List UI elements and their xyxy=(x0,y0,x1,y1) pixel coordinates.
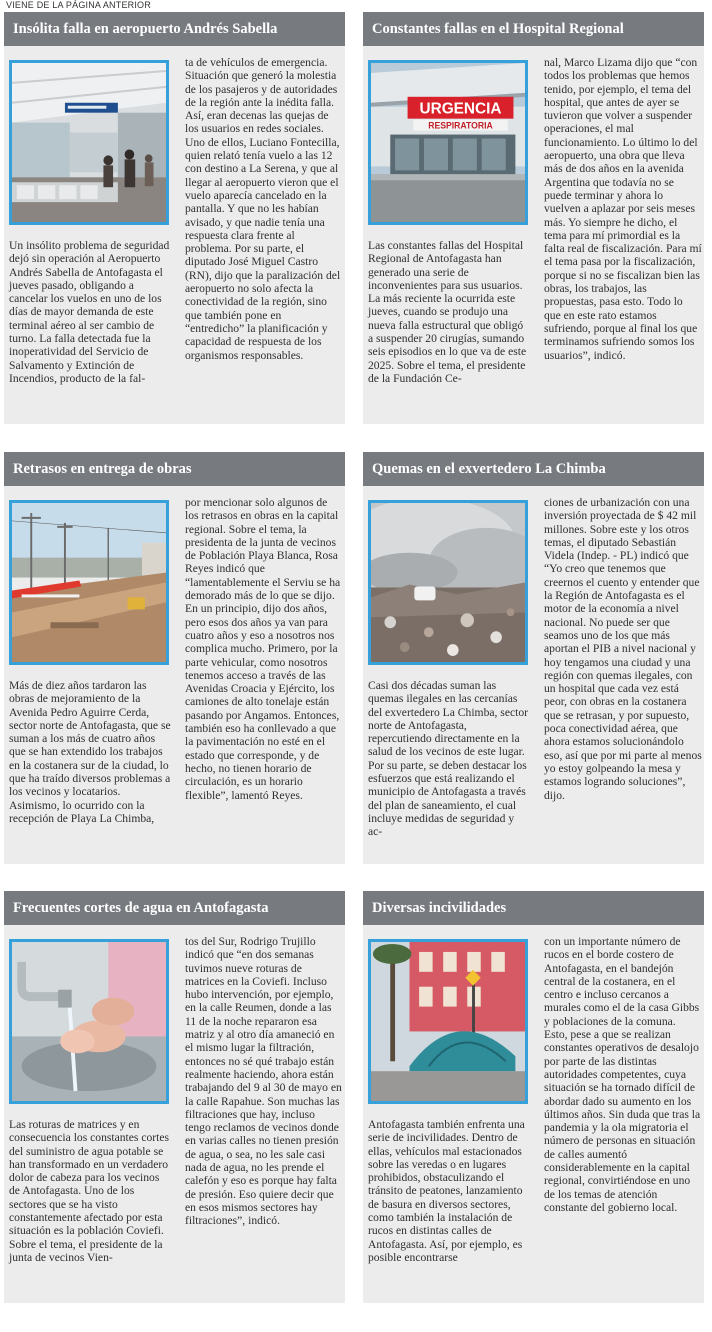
article-body: ta de vehículos de emergencia. Situación que generó la molestia de los pasajeros y de autoridades de la región ante la inédita falla. Así, eran decenas las quejas de los usuarios en redes sociales. Uno de ellos, Luciano Fontecilla, quien relató tenía vuelo a las 12 con destino a La Serena, y que al llegar al aeropuerto vieron que el vuelo aparecía cancelado en la pantalla. Y que no les habían avisado, y que nadie tenía una respuesta clara frente al problema. Por su parte, el diputado José Miguel Castro (RN), dijo que la paralización del aeropuerto no solo afecta la conectividad de la región, sino que también pone en “entredicho” la planificación y capacidad de respuesta de los organismos responsables. xyxy=(185,56,341,362)
article-lead: Las roturas de matrices y en consecuencia los constantes cortes del suministro de agua potable se han transformado en un verdadero dolor de cabeza para los vecinos de Antofagasta. Uno de los sectores que se ha visto constantemente afectado por esta situación es la población Coviefi. Sobre el tema, el presidente de la junta de vecinos Vien- xyxy=(9,1118,169,1264)
street-tents-photo xyxy=(368,939,528,1104)
article-title: Diversas incivilidades xyxy=(363,891,704,925)
article-title: Quemas en el exvertedero La Chimba xyxy=(363,452,704,486)
water-faucet-photo xyxy=(9,939,169,1104)
article-hospital xyxy=(363,12,704,424)
previous-page-label: VIENE DE LA PÁGINA ANTERIOR xyxy=(6,0,151,10)
article-lead: Un insólito problema de seguridad dejó sin operación al Aeropuerto Andrés Sabella de Antofagasta el jueves pasado, obligando a cancelar los vuelos en uno de los días de mayor demanda de este terminal aéreo al ser cambio de turno. La falla detectada fue la inoperatividad del Servicio de Salvamento y Extinción de Incendios, producto de la fal- xyxy=(9,239,170,385)
hospital-emergency-photo xyxy=(368,60,528,225)
article-body: por mencionar solo algunos de los retrasos en obras en la capital regional. Sobre el tema, la presidenta de la junta de vecinos de Población Playa Blanca, Rosa Reyes indicó que “lamentablemente el Serviu se ha demorado más de lo que se dijo. En un principio, dijo dos años, pero esos dos años ya van para cuatro años y eso a nosotros nos complica mucho. Primero, por la parte vehicular, como nosotros tenemos acceso a través de las Avenidas Croacia y Ejército, los camiones de alto tonelaje están pasando por Angamos. Entonces, también eso ha conllevado a que la pavimentación no esté en el estado que corresponde, y de hecho, no tienen horario de circulación, es un horario flexible”, lamentó Reyes. xyxy=(185,496,341,802)
article-road-works xyxy=(4,452,345,864)
airport-terminal-photo xyxy=(9,60,169,225)
article-body: tos del Sur, Rodrigo Trujillo indicó que “en dos semanas tuvimos nueve roturas de matrices en la Coviefi. Incluso hubo intervención, por ejemplo, en la calle Reumen, donde a las 11 de la noche repararon esa matriz y al otro día amaneció en el mismo lugar la filtración, entonces no sé qué trabajo están realmente haciendo, ahora están trabajando del 9 al 30 de mayo en la calle Rapahue. Son muchas las filtraciones que hay, incluso tengo reclamos de vecinos donde en varias calles no tienen presión de agua, o sea, no les sale casi nada de agua, no les prende el calefón y eso es porque hay falta de presión. Eso quiere decir que en esos mismos sectores hay filtraciones”, indicó. xyxy=(185,935,342,1228)
article-landfill xyxy=(363,452,704,864)
article-body: ciones de urbanización con una inversión proyectada de $ 42 mil millones. Sobre este y los otros temas, el diputado Sebastián Videla (Indep. - PL) indicó que “Yo creo que tenemos que creernos el cuento y entender que la Región de Antofagasta es el motor de la economía a nivel nacional. No puede ser que seamos uno de los que más aportan el PIB a nivel nacional y hoy tengamos una ciudad y una región con quemas ilegales, con un hospital que cada vez está peor, con obras en la costanera que se retrasan, y por supuesto, poca conectividad aérea, que ahora estamos solucionándolo eso, así que por mi parte al menos yo estoy golpeando la mesa y estamos logrando soluciones”, dijo. xyxy=(544,496,702,802)
article-title: Frecuentes cortes de agua en Antofagasta xyxy=(4,891,345,925)
article-lead: Más de diez años tardaron las obras de mejoramiento de la Avenida Pedro Aguirre Cerda, sector norte de Antofagasta, que se suman a los más de cuatro años que se han extendido los trabajos en la costanera sur de la ciudad, lo que ha traído diversos problemas a los vecinos y locatarios. Asimismo, lo ocurrido con la recepción de Playa La Chimba, xyxy=(9,679,171,825)
article-lead: Casi dos décadas suman las quemas ilegales en las cercanías del exvertedero La Chimba, sector norte de Antofagasta, repercutiendo directamente en la salud de los vecinos de este lugar. Por su parte, se deben destacar los esfuerzos que está realizando el municipio de Antofagasta a través del plan de saneamiento, el cual incluye medidas de seguridad y ac- xyxy=(368,679,528,839)
sign-line2: RESPIRATORIA xyxy=(428,120,493,131)
article-body: con un importante número de rucos en el borde costero de Antofagasta, en el bandejón central de la costanera, en el centro e incluso cercanos a murales como el de la casa Gibbs y poblaciones de la comuna. Esto, pese a que se realizan constantes operativos de desalojo por parte de las distintas autoridades competentes, cuya situación se ha tornado difícil de abordar dado su aumento en los últimos años. Sin duda que tras la pandemia y la ola migratoria el número de personas en situación de calles aumentó considerablemente en la capital regional, convirtiéndose en uno de los temas de atención constante del gobierno local. xyxy=(544,935,701,1214)
article-title: Constantes fallas en el Hospital Regional xyxy=(363,12,704,46)
article-lead: Las constantes fallas del Hospital Regional de Antofagasta han generado una serie de inconvenientes para sus usuarios. La más reciente la ocurrida este jueves, cuando se produjo una nueva falla estructural que obligó a suspender 20 cirugías, sumando seis episodios en lo que va de este 2025. Sobre el tema, el presidente de la Fundación Ce- xyxy=(368,239,527,385)
landfill-smoke-photo xyxy=(368,500,528,665)
article-title: Insólita falla en aeropuerto Andrés Sabella xyxy=(4,12,345,46)
article-lead: Antofagasta también enfrenta una serie de incivilidades. Dentro de ellas, vehículos mal estacionados sobre las veredas o en lugares prohibidos, obstaculizando el tránsito de peatones, lanzamiento de basura en diversos sectores, como también la instalación de rucos en distintas calles de Antofagasta. Así, por ejemplo, es posible encontrarse xyxy=(368,1118,525,1264)
article-body: nal, Marco Lizama dijo que “con todos los problemas que hemos tenido, por ejemplo, el tema del hospital, que antes de ayer se tuvieron que volver a suspender operaciones, el mal funcionamiento. Lo último lo del aeropuerto, una obra que lleva más de dos años en la avenida Argentina que todavía no se puede terminar y ahora lo vuelven a aplazar por seis meses más. Yo siempre he dicho, el tema para mí primordial es la falta real de fiscalización. Para mí el tema pasa por la fiscalización, porque si no se fiscalizan bien las obras, los trabajos, las propuestas, pasa esto. Todo lo que en este rato estamos sufriendo, porque al final los que terminamos sufriendo somos los usuarios”, indicó. xyxy=(544,56,702,362)
sign-line1: URGENCIA xyxy=(419,100,502,118)
article-title: Retrasos en entrega de obras xyxy=(4,452,345,486)
article-incivilities xyxy=(363,891,704,1303)
article-airport xyxy=(4,12,345,424)
article-water-cuts xyxy=(4,891,345,1303)
road-works-photo xyxy=(9,500,169,665)
